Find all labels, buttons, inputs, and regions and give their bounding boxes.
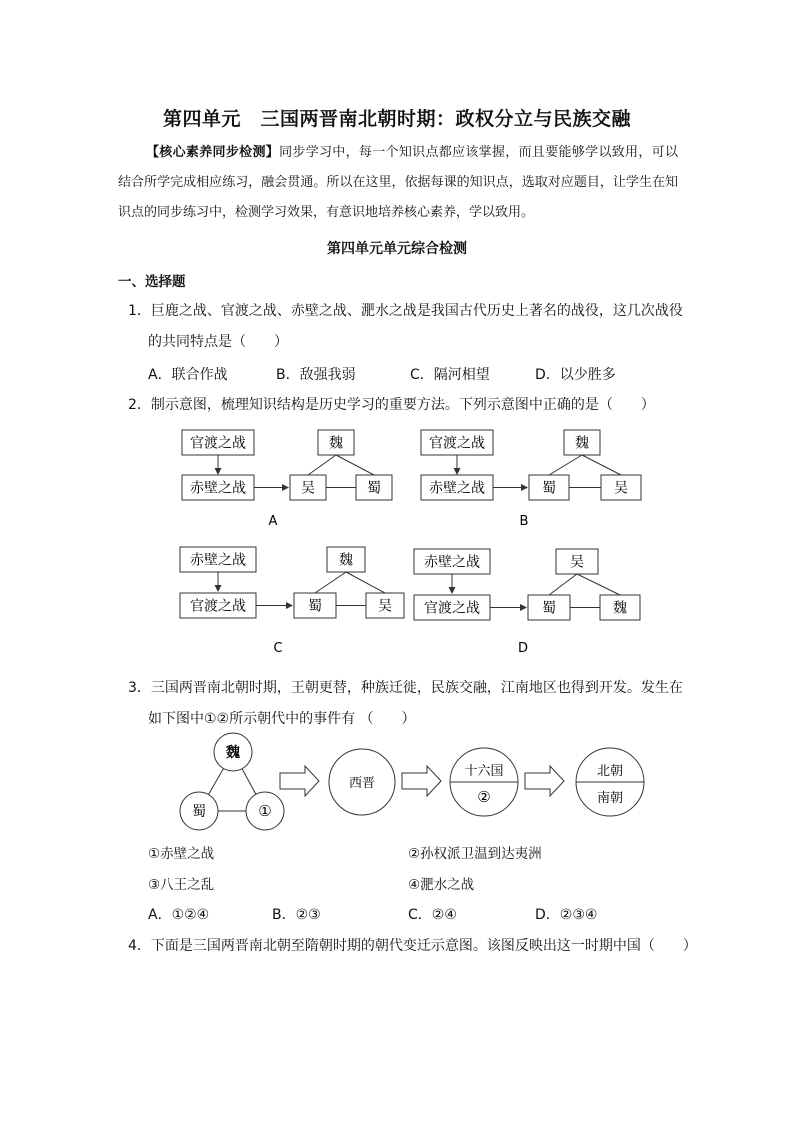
- q2-diagram-b: [421, 430, 641, 529]
- q1-option-d: D．以少胜多: [535, 367, 616, 383]
- q1-line1: 1．巨鹿之战、官渡之战、赤壁之战、淝水之战是我国古代历史上著名的战役，这几次战役: [128, 303, 683, 319]
- q2-c-top-box: 赤壁之战: [190, 552, 246, 569]
- q3-arrow-3: [525, 766, 564, 796]
- q2-c-apex: 魏: [339, 552, 353, 569]
- q2-d-bottom-box: 官渡之战: [424, 600, 480, 617]
- q2-a-apex: 魏: [329, 435, 343, 452]
- q2-c-bottom-box: 官渡之战: [190, 598, 246, 615]
- q2-b-left: 蜀: [542, 480, 556, 497]
- q2-text: 2．制示意图，梳理知识结构是历史学习的重要方法。下列示意图中正确的是（ ）: [128, 397, 655, 413]
- q2-diagram-c: [180, 547, 404, 656]
- intro-text: 同步学习中，每一个知识点都应该掌握，而且要能够学以致用，可以结合所学完成相应练习，融会贯通。所以在这里，依据每课的知识点，选取对应题目，让学生在知识点的同步练习中，检测学习效果，有意识地培养核心素养，学以致用。: [118, 145, 678, 220]
- page-title: 第四单元 三国两晋南北朝时期：政权分立与民族交融: [162, 108, 631, 130]
- q3-arrow-2: [402, 766, 441, 796]
- q2-b-right: 吴: [614, 480, 628, 497]
- q3-option-b: B．②③: [272, 907, 321, 923]
- q2-b-apex: 魏: [575, 435, 589, 452]
- q2-b-top-box: 官渡之战: [429, 435, 485, 452]
- q2-d-right: 魏: [613, 600, 627, 617]
- q3-event-2: ②孙权派卫温到达夷洲: [408, 846, 542, 862]
- q3-xijin-node: 西晋: [348, 776, 376, 791]
- q2-c-letter: C: [273, 641, 283, 656]
- q3-mark2: ②: [477, 788, 491, 806]
- q3-event-4: ④淝水之战: [408, 877, 475, 893]
- q2-b-bottom-box: 赤壁之战: [429, 480, 485, 497]
- q3-south-dynasties: 南朝: [596, 791, 624, 806]
- section-heading: 一、选择题: [118, 274, 186, 290]
- q1-option-b: B．敌强我弱: [276, 367, 356, 383]
- q3-option-d: D．②③④: [535, 907, 598, 923]
- unit-test-subtitle: 第四单元单元综合检测: [327, 241, 467, 257]
- q3-event-1: ①赤壁之战: [148, 846, 215, 862]
- q3-option-a: A．①②④: [148, 907, 210, 923]
- q1-option-c: C．隔河相望: [410, 367, 490, 383]
- q4-text: 4．下面是三国两晋南北朝至隋朝时期的朝代变迁示意图。该图反映出这一时期中国（ ）: [128, 938, 697, 954]
- q2-b-letter: B: [519, 514, 529, 529]
- q3-north-dynasties: 北朝: [596, 764, 624, 779]
- q2-diagram-a: [182, 430, 392, 529]
- q3-arrow-1: [280, 766, 319, 796]
- q2-d-top-box: 赤壁之战: [424, 554, 480, 571]
- q3-diagram: [180, 733, 644, 830]
- q3-line1: 3．三国两晋南北朝时期，王朝更替，种族迁徙，民族交融，江南地区也得到开发。发生在: [128, 680, 683, 696]
- q2-d-apex: 吴: [570, 554, 584, 571]
- q2-d-left: 蜀: [542, 600, 556, 617]
- q3-shu-node: 蜀: [192, 804, 206, 820]
- q2-c-left: 蜀: [308, 598, 322, 615]
- q2-diagram-d: [414, 549, 640, 656]
- q3-wei-node: 魏: [226, 745, 240, 761]
- q3-sixteen-kingdoms: 十六国: [464, 764, 504, 779]
- q3-event-3: ③八王之乱: [148, 877, 215, 893]
- q1-option-a: A．联合作战: [148, 367, 228, 383]
- q2-a-left: 吴: [301, 480, 315, 497]
- intro-label: 【核心素养同步检测】: [146, 145, 280, 160]
- q2-a-right: 蜀: [367, 480, 381, 497]
- q2-d-letter: D: [517, 641, 529, 656]
- q3-mark1-node: ①: [258, 802, 272, 820]
- q2-c-right: 吴: [378, 598, 392, 615]
- q2-a-top-box: 官渡之战: [190, 435, 246, 452]
- q3-line2: 如下图中①②所示朝代中的事件有 （ ）: [148, 711, 416, 727]
- q2-a-letter: A: [268, 514, 278, 529]
- q1-line2: 的共同特点是（ ）: [148, 334, 288, 350]
- q3-option-c: C．②④: [408, 907, 457, 923]
- q2-a-bottom-box: 赤壁之战: [190, 480, 246, 497]
